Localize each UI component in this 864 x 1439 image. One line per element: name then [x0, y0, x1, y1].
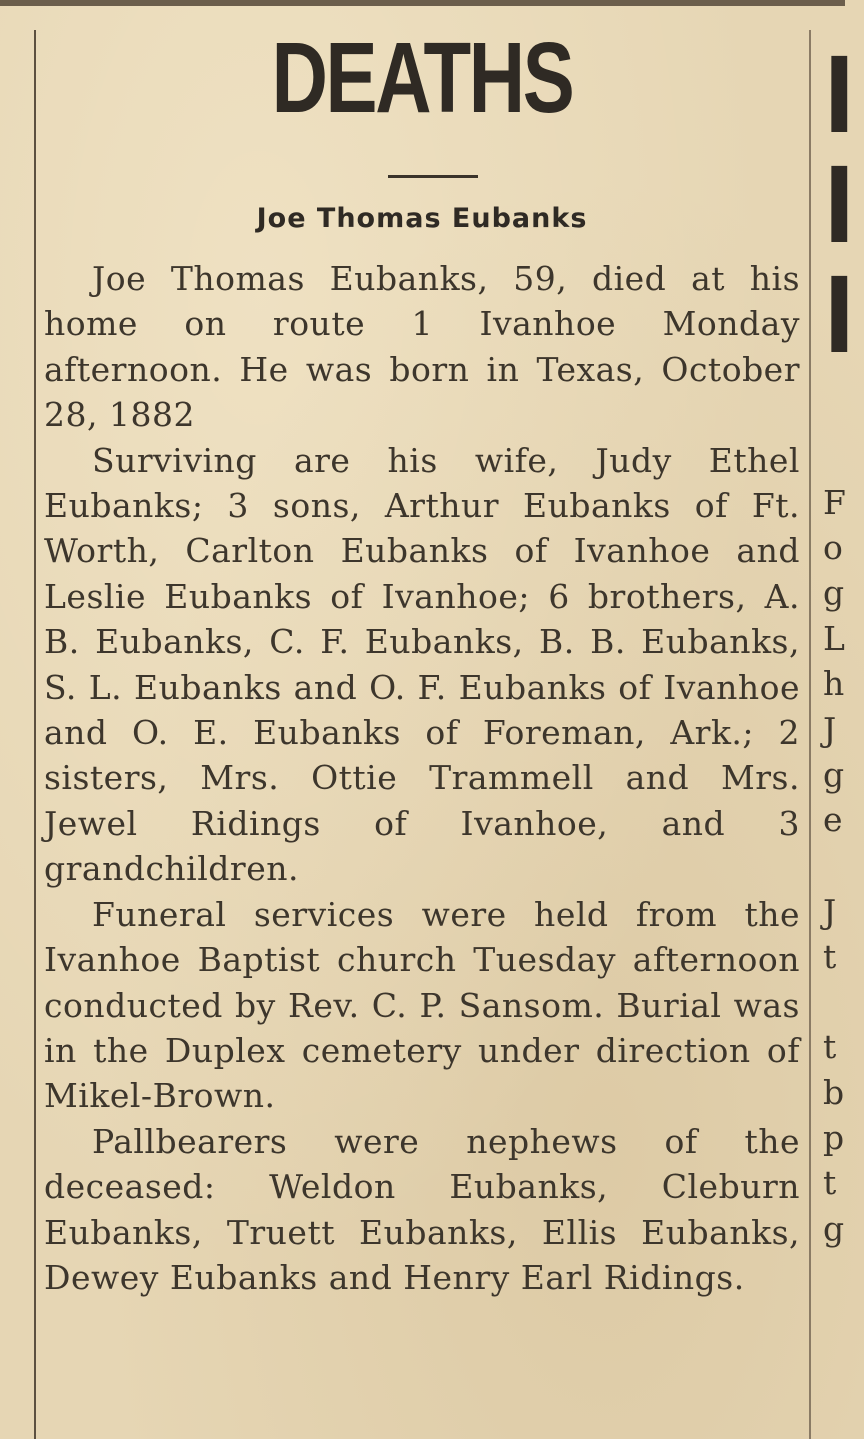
obituary-headline: Joe Thomas Eubanks: [256, 203, 588, 234]
adjacent-line-fragment: g: [823, 1209, 845, 1248]
paragraph-survivors: Surviving are his wife, Judy Ethel Eubanks; 3 sons, Arthur Eubanks of Ft. Worth, Carlton Eubanks of Ivanhoe and Leslie Eubanks of Ivanhoe; 6 brothers, A. B. Eubanks, C. F. Eubanks, B. B. Eubanks, S. L. Eubanks and O. F. Eubanks of Ivanhoe and O. E. Eubanks of Foreman, Ark.; 2 sisters, Mrs. Ottie Trammell and Mrs. Jewel Ridings of Ivanhoe, and 3 grandchildren.: [44, 440, 800, 889]
adjacent-line-fragment: p: [823, 1118, 845, 1157]
adjacent-heading-fragment: I: [824, 253, 855, 376]
adjacent-heading-fragment: I: [824, 33, 855, 156]
right-column-rule: [809, 30, 811, 1439]
obituary-body: [44, 256, 800, 1300]
adjacent-line-fragment: h: [823, 664, 845, 703]
adjacent-line-fragment: t: [823, 1027, 837, 1066]
paragraph-death-notice: Joe Thomas Eubanks, 59, died at his home on route 1 Ivanhoe Monday afternoon. He was born in Texas, October 28, 1882: [44, 259, 800, 435]
adjacent-line-fragment: t: [823, 937, 837, 976]
adjacent-line-fragment: J: [823, 710, 837, 749]
paragraph-pallbearers: Pallbearers were nephews of the deceased: Weldon Eubanks, Cleburn Eubanks, Truett Eubanks, Ellis Eubanks, Dewey Eubanks and Henry Earl Ridings.: [44, 1121, 800, 1297]
top-border-rule: [0, 0, 845, 6]
adjacent-line-fragment: b: [823, 1073, 845, 1112]
adjacent-line-fragment: g: [823, 573, 845, 612]
adjacent-heading-fragment: I: [824, 143, 855, 266]
adjacent-line-fragment: J: [823, 892, 837, 931]
adjacent-line-fragment: e: [823, 800, 843, 839]
paragraph-funeral: Funeral services were held from the Ivanhoe Baptist church Tuesday afternoon conducted by Rev. C. P. Sansom. Burial was in the Duplex cemetery under direction of Mikel-Brown.: [44, 894, 800, 1116]
adjacent-column-fragment: [816, 0, 855, 1439]
adjacent-line-fragment: t: [823, 1163, 837, 1202]
adjacent-line-fragment: o: [823, 528, 843, 567]
adjacent-line-fragment: L: [823, 619, 845, 658]
adjacent-line-fragment: g: [823, 755, 845, 794]
adjacent-line-fragment: F: [823, 483, 846, 522]
section-title: DEATHS: [271, 22, 573, 134]
headline-divider: [388, 175, 478, 178]
left-column-rule: [34, 30, 36, 1439]
